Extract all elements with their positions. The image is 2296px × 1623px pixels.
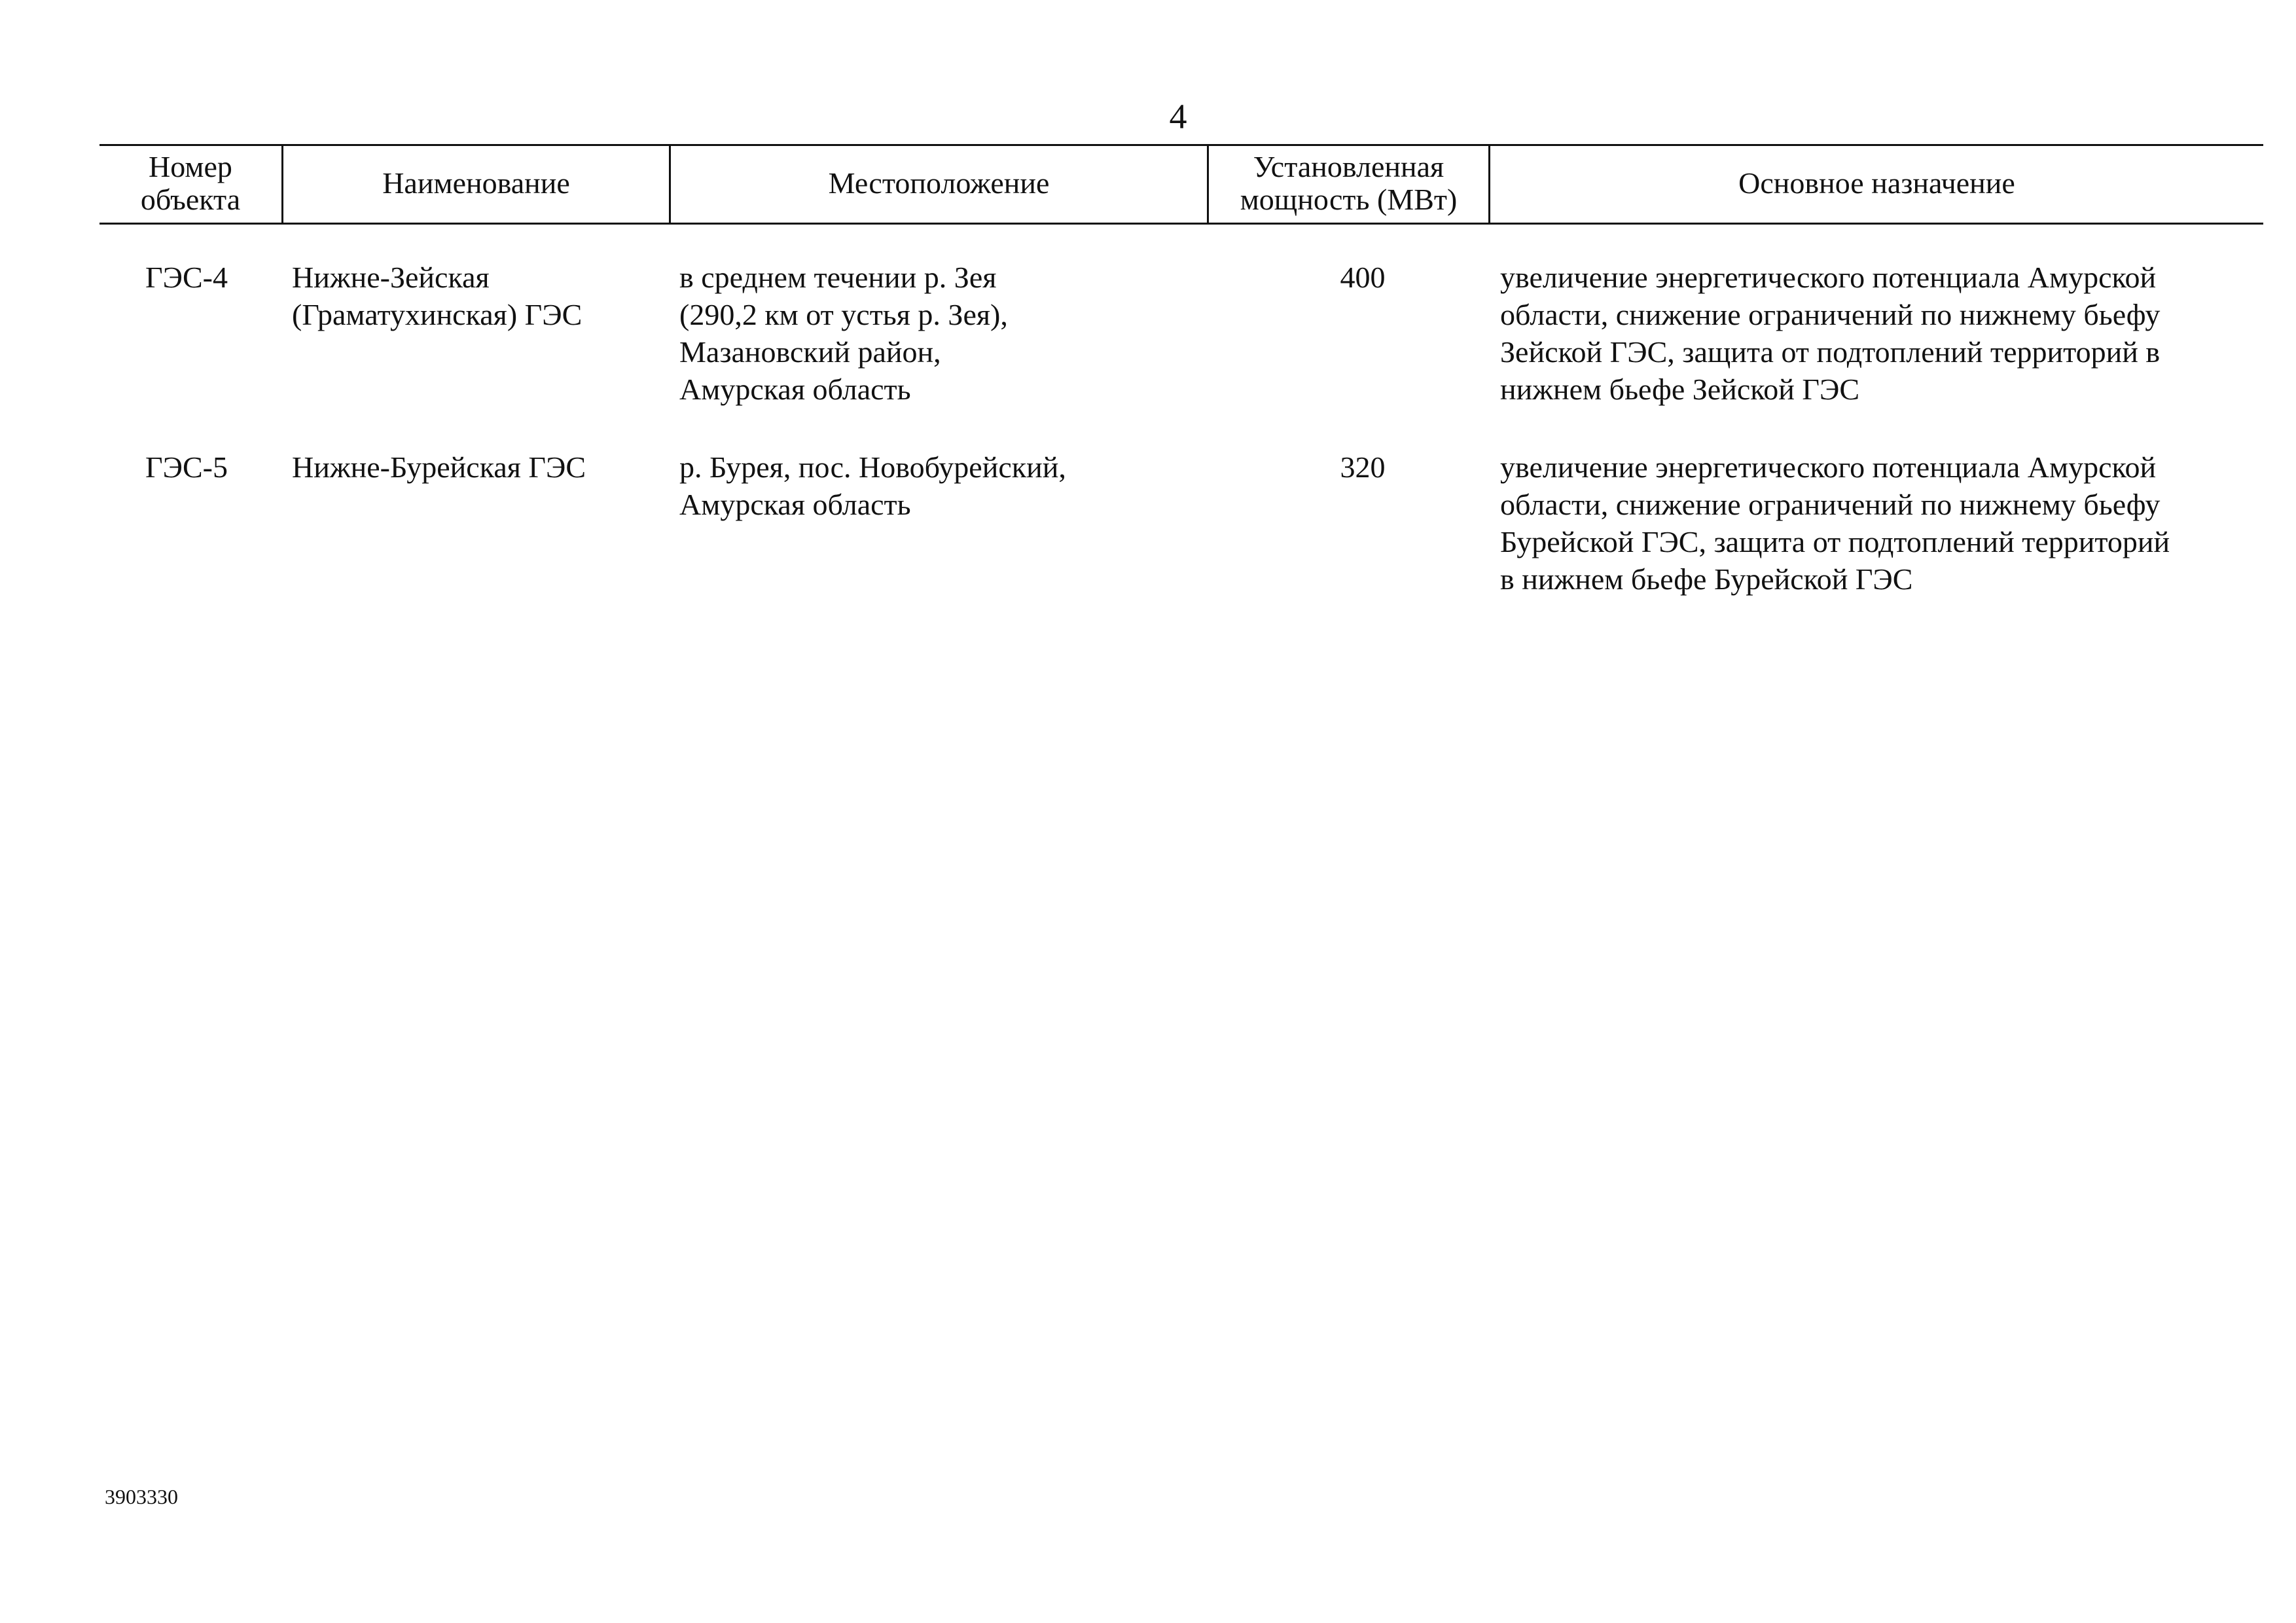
cell-purpose: увеличение энергетического потенциала Амурской области, снижение ограничений по нижнему бьефу Бурейской ГЭС, защита от подтоплений территорий в нижнем бьефе Бурейской ГЭС bbox=[1500, 450, 2170, 596]
cell-name: Нижне-Зейская (Граматухинская) ГЭС bbox=[292, 261, 583, 331]
table-header-bottom-rule bbox=[99, 223, 2263, 225]
cell-capacity: 320 bbox=[1340, 450, 1386, 484]
cell-capacity: 400 bbox=[1340, 261, 1386, 294]
page-number: 4 bbox=[1169, 97, 1187, 136]
cell-object-number: ГЭС-4 bbox=[145, 261, 228, 294]
header-name: Наименование bbox=[382, 166, 570, 200]
cell-location: в среднем течении р. Зея (290,2 км от устья р. Зея), Мазановский район, Амурская область bbox=[679, 261, 1008, 406]
header-object-number: Номер объекта bbox=[140, 150, 241, 216]
header-location: Местоположение bbox=[828, 166, 1050, 200]
cell-purpose: увеличение энергетического потенциала Амурской области, снижение ограничений по нижнему бьефу Зейской ГЭС, защита от подтоплений территорий в нижнем бьефе Зейской ГЭС bbox=[1500, 261, 2161, 406]
header-main-purpose: Основное назначение bbox=[1738, 166, 2015, 200]
cell-name: Нижне-Бурейская ГЭС bbox=[292, 450, 586, 484]
cell-object-number: ГЭС-5 bbox=[145, 450, 228, 484]
document-code: 3903330 bbox=[105, 1485, 178, 1508]
header-installed-capacity: Установленная мощность (МВт) bbox=[1240, 150, 1458, 216]
cell-location: р. Бурея, пос. Новобурейский, Амурская область bbox=[679, 450, 1066, 521]
